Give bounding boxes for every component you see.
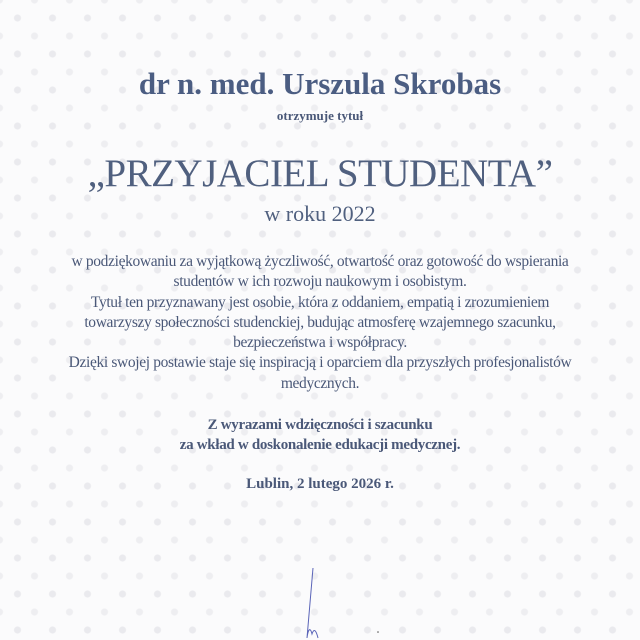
- body-line: bezpieczeństwa i współpracy.: [233, 334, 407, 352]
- body-line: studentów w ich rozwoju naukowym i osobistym.: [173, 273, 467, 291]
- thanks-line: Z wyrazami wdzięczności i szacunku: [207, 417, 433, 433]
- body-line: Tytuł ten przyznawany jest osobie, która z oddaniem, empatią i zrozumieniem: [90, 293, 550, 311]
- award-title: „PRZYJACIEL STUDENTA”: [87, 152, 553, 195]
- certificate-body: [0, 252, 640, 394]
- thanks-line: za wkład w doskonalenie edukacji medycznej.: [179, 437, 461, 453]
- signature-image: [290, 560, 390, 640]
- award-year: w roku 2022: [264, 201, 376, 226]
- body-line: towarzyszy społeczności studenckiej, budując atmosferę wzajemnego szacunku,: [84, 313, 556, 331]
- body-line: w podziękowaniu za wyjątkową życzliwość, otwartość oraz gotowość do wspierania: [71, 253, 569, 270]
- receives-label: otrzymuje tytuł: [276, 108, 364, 123]
- thanks-text: [0, 415, 640, 455]
- body-line: medycznych.: [280, 374, 360, 392]
- place-date: Lublin, 2 lutego 2026 r.: [246, 476, 394, 492]
- body-line: Dzięki swojej postawie staje się inspiracją i oparciem dla przyszłych profesjonalistów: [68, 354, 572, 372]
- recipient-name: dr n. med. Urszula Skrobas: [138, 66, 502, 101]
